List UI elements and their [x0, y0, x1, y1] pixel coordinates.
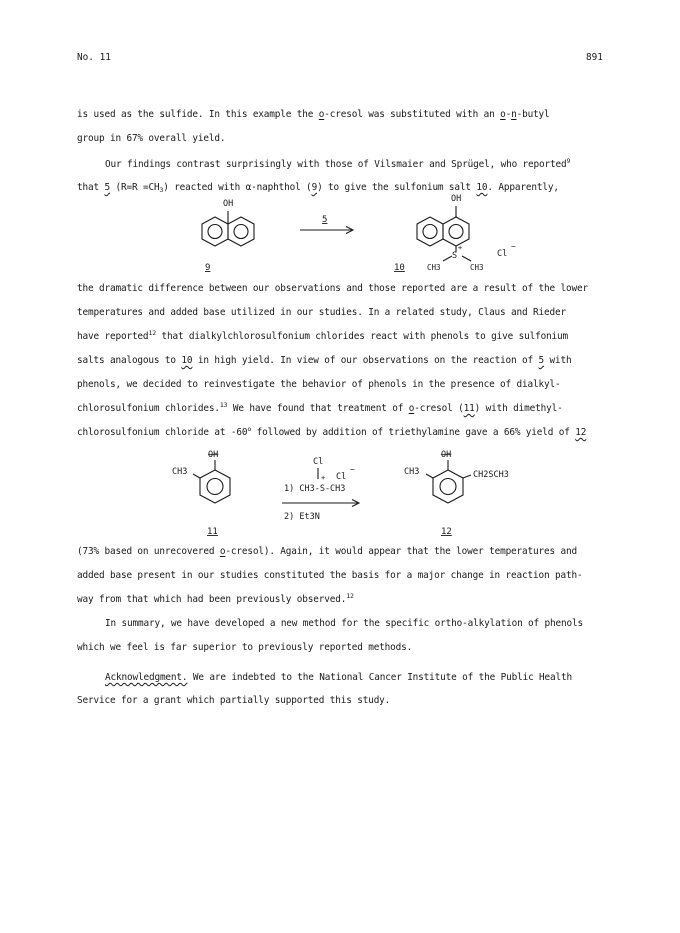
paragraph-4-line-2: added base present in our studies constituted the basis for a major change in reaction path- — [77, 570, 583, 581]
paragraph-4-line-1: (73% based on unrecovered o-cresol). Again, it would appear that the lower temperatures and — [77, 546, 577, 557]
sulfonium-charge: + — [458, 244, 463, 252]
acknowledgment-heading: Acknowledgment. — [105, 672, 188, 683]
acknowledgment-line-1: Acknowledgment. We are indebted to the National Cancer Institute of the Public Health — [105, 672, 573, 683]
compound-label-10: 10 — [394, 263, 405, 273]
cresol-methyl: CH3 — [172, 467, 188, 477]
paragraph-1-line-2: group in 67% overall yield. — [77, 133, 226, 144]
methyl-right: CH3 — [470, 263, 484, 272]
reference-mark: 12 — [148, 329, 156, 337]
product-oh: OH — [451, 194, 462, 204]
paragraph-3-line-3: have reported$^{12}$ that dialkylchlorosulfonium chlorides react with phenols to give sulfonium — [77, 329, 569, 342]
product-methylthiomethyl: CH2SCH3 — [473, 470, 509, 480]
chloride-ion: Cl — [497, 249, 508, 259]
reagent-plus: + — [321, 474, 326, 482]
compound-label-11: 11 — [207, 527, 218, 537]
paragraph-3-line-4: salts analogous to 10 in high yield. In view of our observations on the reaction of 5 with — [77, 355, 572, 366]
paragraph-5-line-1: In summary, we have developed a new method for the specific ortho-alkylation of phenols — [105, 618, 583, 629]
product-methyl: CH3 — [404, 467, 420, 477]
page-number: 891 — [586, 52, 603, 63]
reagent-number: 5 — [322, 215, 328, 225]
reagent-chlorine-top: Cl — [313, 457, 324, 467]
reagent-chloride-charge: − — [350, 465, 355, 474]
paragraph-3-line-6: chlorosulfonium chlorides.$^{13}$ We have found that treatment of o-cresol (11) with dimethyl- — [77, 401, 563, 414]
paragraph-3-line-1: the dramatic difference between our observations and those reported are a result of the lower — [77, 283, 588, 294]
reagent-step-2: 2) Et3N — [284, 512, 320, 522]
reagent-step-1: 1) CH3-S-CH3 — [284, 484, 346, 494]
cresol-oh: OH — [208, 450, 219, 460]
product-oh: OH — [441, 450, 452, 460]
paragraph-3-line-5: phenols, we decided to reinvestigate the behavior of phenols in the presence of dialkyl- — [77, 379, 561, 390]
methyl-left: CH3 — [427, 263, 441, 272]
reference-mark: 9 — [566, 157, 571, 165]
paragraph-3-line-7: chlorosulfonium chloride at -60$^o$ followed by addition of triethylamine gave a 66% yield of 12 — [77, 425, 587, 438]
journal-issue: No. 11 — [77, 52, 111, 63]
acknowledgment-line-2: Service for a grant which partially supported this study. — [77, 695, 391, 706]
reference-mark: 12 — [346, 592, 354, 600]
sulfur-atom: S — [452, 251, 458, 261]
compound-label-12: 12 — [441, 527, 452, 537]
paragraph-2-line-2: that 5 $(R=R =CH_3)$ reacted with α-naphthol (9) to give the sulfonium salt 10. Apparently, — [77, 182, 559, 194]
reagent-chloride: Cl — [336, 472, 347, 482]
paragraph-4-line-3: way from that which had been previously observed.$^{12}$ — [77, 592, 354, 605]
paragraph-5-line-2: which we feel is far superior to previously reported methods. — [77, 642, 413, 653]
reaction-scheme-2 — [0, 448, 680, 543]
chloride-charge: − — [511, 242, 516, 251]
paragraph-1-line-1: is used as the sulfide. In this example the o-cresol was substituted with an o-n-butyl — [77, 109, 550, 120]
reaction-scheme-1 — [0, 192, 680, 282]
reference-mark: 13 — [219, 401, 228, 409]
reactant-oh: OH — [223, 199, 234, 209]
paragraph-3-line-2: temperatures and added base utilized in our studies. In a related study, Claus and Rieder — [77, 307, 566, 318]
paragraph-2-line-1: Our findings contrast surprisingly with those of Vilsmaier and Sprügel, who reported$^9$ — [105, 157, 571, 170]
compound-label-9: 9 — [205, 263, 211, 273]
